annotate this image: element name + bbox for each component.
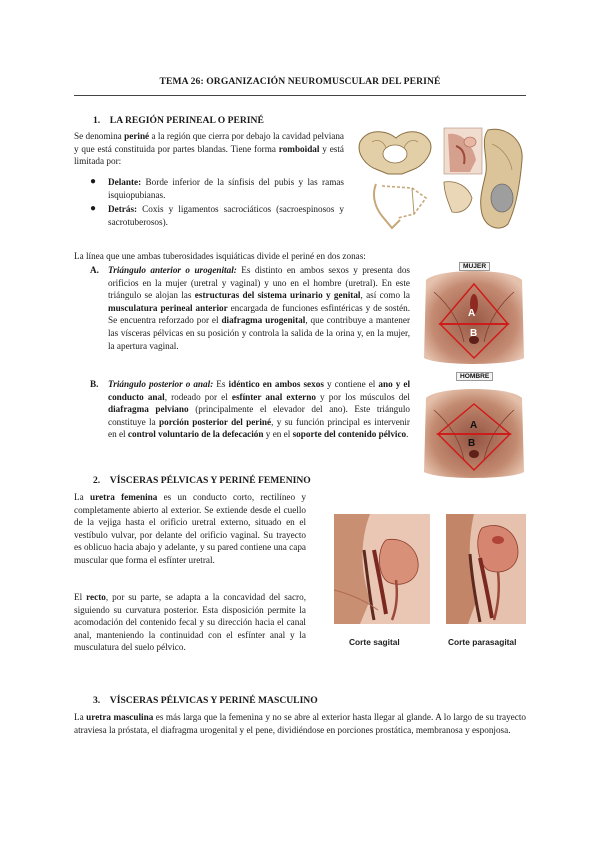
bullet-dot-icon: ●: [90, 176, 97, 187]
item-triangulo-anterior: A. Triángulo anterior o urogenital: Es distinto en ambos sexos y presenta dos orificios en la mujer (uretral y vaginal) y uno en el hombre (uretral). En este triángulo se alojan las estructuras del sistema urinario y genital, así como la musculatura perineal anterior encargada de funciones esfintéricas y de sostén. Se encuentra reforzado por el diafragma urogenital, que contribuye a mantener las vísceras pélvicas en su posición y controla la salida de la orina y, en la mujer, la apertura vaginal.: [90, 265, 411, 351]
section-3-uretra-masculina: La uretra masculina es más larga que la femenina y no se abre al exterior hasta llegar al glande. A lo largo de su trayecto atraviesa la próstata, el diafragma urogenital y el pene, dividiéndose en porciones prostática, membranosa y esponjosa.: [74, 712, 526, 735]
pelvis-sagittal-view: [444, 128, 482, 174]
pelvis-bones-figure: [352, 124, 528, 236]
mujer-label: MUJER: [459, 262, 490, 271]
hombre-label: HOMBRE: [456, 372, 493, 381]
perineum-female-figure: [420, 262, 528, 368]
perineum-male-figure: [420, 378, 528, 482]
bullet-dot-icon: ●: [90, 203, 97, 214]
caption-corte-sagital: Corte sagital: [349, 637, 400, 647]
corte-parasagital-figure: [442, 510, 530, 628]
bullet-detras: ● Detrás: Coxis y ligamentos sacrociáticos (sacroespinosos y sacrotuberosos).: [90, 203, 344, 227]
caption-corte-parasagital: Corte parasagital: [448, 637, 517, 647]
section-2-recto: El recto, por su parte, se adapta a la concavidad del sacro, siguiendo su curvatura posterior. Esta disposición permite la acomodación del contenido fecal y su dirección hacia el canal anal, manteniendo la continuidad con el esfínter anal y la musculatura del suelo pélvico.: [74, 592, 306, 653]
section-2-uretra-femenina: La uretra femenina es un conducto corto, rectilíneo y completamente abierto al exterior. Se extiende desde el cuello de la vejiga hasta el orificio uretral externo, situado en el vestíbulo vulvar, por delante del orificio vaginal. Su trayecto es oblicuo hacia abajo y adelante, y su pared contiene una capa muscular que forma el esfínter uretral.: [74, 492, 306, 565]
document-title: TEMA 26: ORGANIZACIÓN NEUROMUSCULAR DEL PERINÉ: [159, 76, 441, 87]
label-a-male: A: [470, 420, 478, 431]
corte-sagital-figure: [330, 510, 434, 628]
label-b-male: B: [468, 438, 476, 449]
bullet-delante: ● Delante: Borde inferior de la sínfisis del pubis y las ramas isquiopubianas.: [90, 176, 344, 200]
section-2-heading: 2. VÍSCERAS PÉLVICAS Y PERINÉ FEMENINO: [93, 475, 311, 486]
section-1-zones-intro: La línea que une ambas tuberosidades isquiáticas divide el periné en dos zonas:: [74, 251, 366, 261]
title-divider: [74, 95, 526, 96]
item-triangulo-posterior: B. Triángulo posterior o anal: Es idéntico en ambos sexos y contiene el ano y el conducto anal, rodeado por el esfínter anal externo y por los músculos del diafragma pelviano (principalmente el elevador del ano). Este triángulo constituye la porción posterior del periné, y su función principal es intervenir en el control voluntario de la defecación y en el soporte del contenido pélvico.: [90, 379, 410, 440]
label-a-female: A: [468, 308, 476, 319]
section-1-heading: 1. LA REGIÓN PERINEAL O PERINÉ: [93, 115, 264, 126]
section-1-intro: Se denomina periné a la región que cierra por debajo la cavidad pelviana y que está constituida por partes blandas. Tiene forma romboidal y está limitada por:: [74, 131, 345, 167]
label-b-female: B: [470, 328, 478, 339]
section-3-heading: 3. VÍSCERAS PÉLVICAS Y PERINÉ MASCULINO: [93, 695, 318, 706]
